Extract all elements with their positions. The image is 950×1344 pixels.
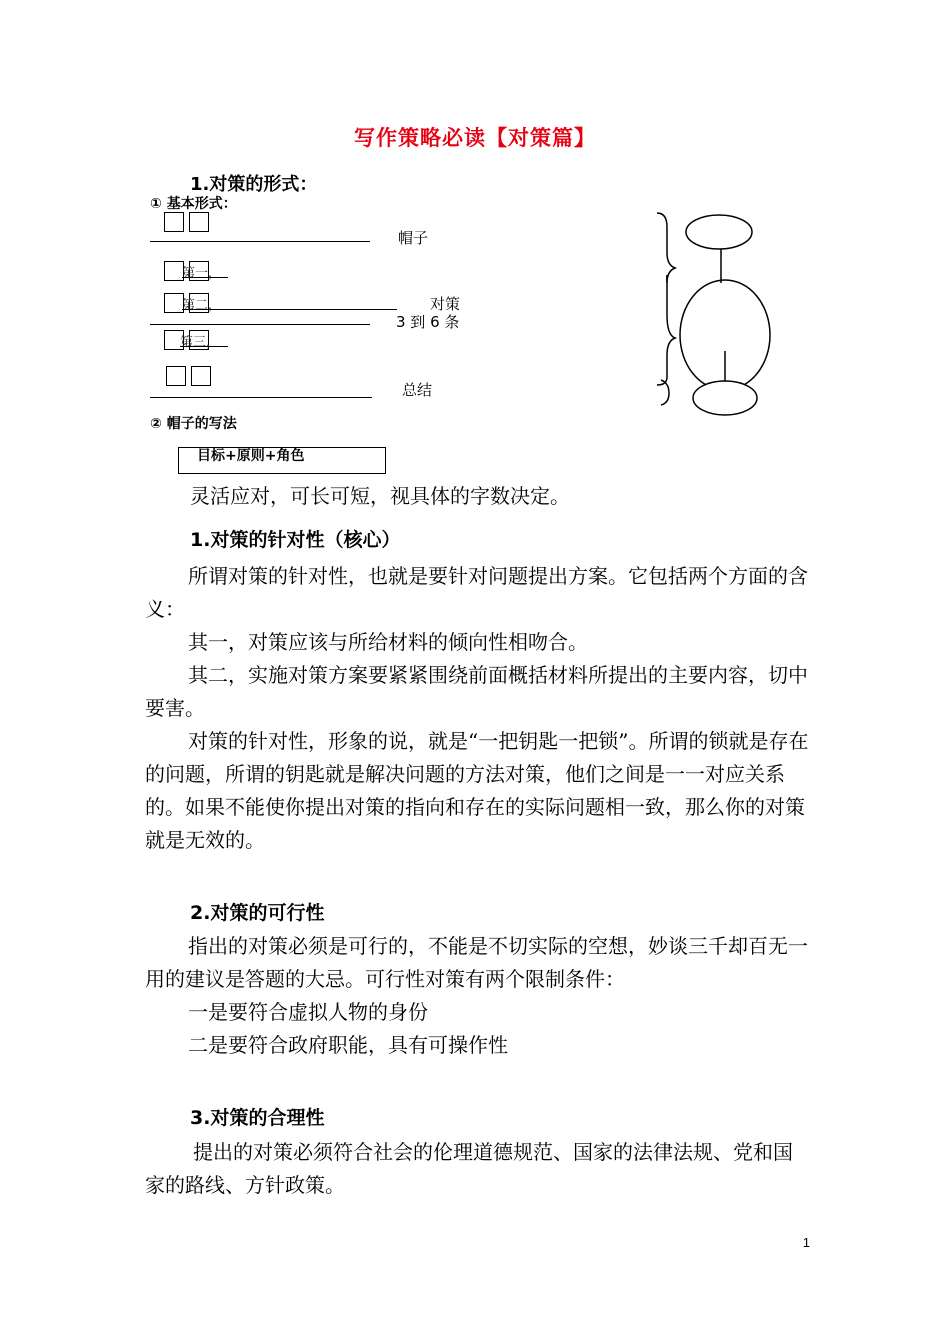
- targeted-paragraph: 对策的针对性，形象的说，就是“一把钥匙一把锁”。所谓的锁就是存在的问题，所谓的钥匙就是解决问题的方法对策，他们之间是一一对应关系的。如果不能使你提出对策的指向和存在的实际问题相一致，那么你的对策就是无效的。: [145, 729, 809, 852]
- targeted-heading: 1.对策的针对性（核心）: [190, 529, 401, 551]
- item-1-underline: [182, 277, 228, 278]
- hat-formula-box: 目标+原则+角色: [178, 447, 386, 474]
- structure-shape-diagram: [645, 205, 785, 425]
- page-number: 1: [802, 1235, 810, 1250]
- brace-top: [657, 213, 675, 283]
- hat-writing-subheading: ② 帽子的写法: [150, 416, 237, 432]
- summary-box-1: [166, 366, 186, 386]
- item-3-label: 第三，: [180, 335, 220, 350]
- basic-form-subheading: ① 基本形式：: [150, 196, 237, 212]
- feasible-paragraph: 一是要符合虚拟人物的身份: [188, 1000, 428, 1024]
- feasible-heading: 2.对策的可行性: [190, 902, 325, 924]
- summary-line: [150, 397, 372, 398]
- hat-box-2: [189, 212, 209, 232]
- targeted-paragraph: 其二，实施对策方案要紧紧围绕前面概括材料所提出的主要内容，切中要害。: [145, 663, 808, 720]
- item-2-underline: [182, 309, 397, 310]
- reasonable-heading: 3.对策的合理性: [190, 1107, 325, 1129]
- targeted-body: [145, 560, 810, 857]
- hat-line: [150, 241, 370, 242]
- targeted-paragraph: 所谓对策的针对性，也就是要针对问题提出方案。它包括两个方面的含义：: [145, 564, 808, 621]
- item-2-label: 第二，: [182, 298, 222, 313]
- count-label: 3 到 6 条: [396, 313, 460, 331]
- summary-oval: [693, 381, 757, 415]
- targeted-paragraph: 其一，对策应该与所给材料的倾向性相吻合。: [188, 630, 588, 654]
- brace-middle: [657, 275, 675, 385]
- reasonable-paragraph: 提出的对策必须符合社会的伦理道德规范、国家的法律法规、党和国家的路线、方针政策。: [145, 1140, 793, 1197]
- hat-label: 帽子: [398, 229, 429, 247]
- feasible-paragraph: 指出的对策必须是可行的，不能是不切实际的空想，妙谈三千却百无一用的建议是答题的大忌。可行性对策有两个限制条件：: [145, 934, 808, 991]
- item-1-label: 第一，: [182, 266, 222, 281]
- flex-note: 灵活应对，可长可短，视具体的字数决定。: [190, 484, 570, 508]
- summary-box-2: [191, 366, 211, 386]
- feasible-paragraph: 二是要符合政府职能，具有可操作性: [188, 1033, 508, 1057]
- item-2-box-1: [164, 293, 184, 313]
- item-1-box-1: [164, 261, 184, 281]
- countermeasure-label: 对策: [430, 295, 461, 313]
- feasible-body: [145, 930, 810, 1062]
- summary-label: 总结: [402, 381, 433, 399]
- document-title: 写作策略必读【对策篇】: [354, 125, 596, 150]
- form-heading: 1.对策的形式：: [190, 174, 318, 195]
- hat-oval: [686, 215, 752, 249]
- countermeasure-line: [150, 324, 370, 325]
- item-3-underline: [180, 346, 228, 347]
- hat-box-1: [164, 212, 184, 232]
- reasonable-body: [145, 1136, 810, 1202]
